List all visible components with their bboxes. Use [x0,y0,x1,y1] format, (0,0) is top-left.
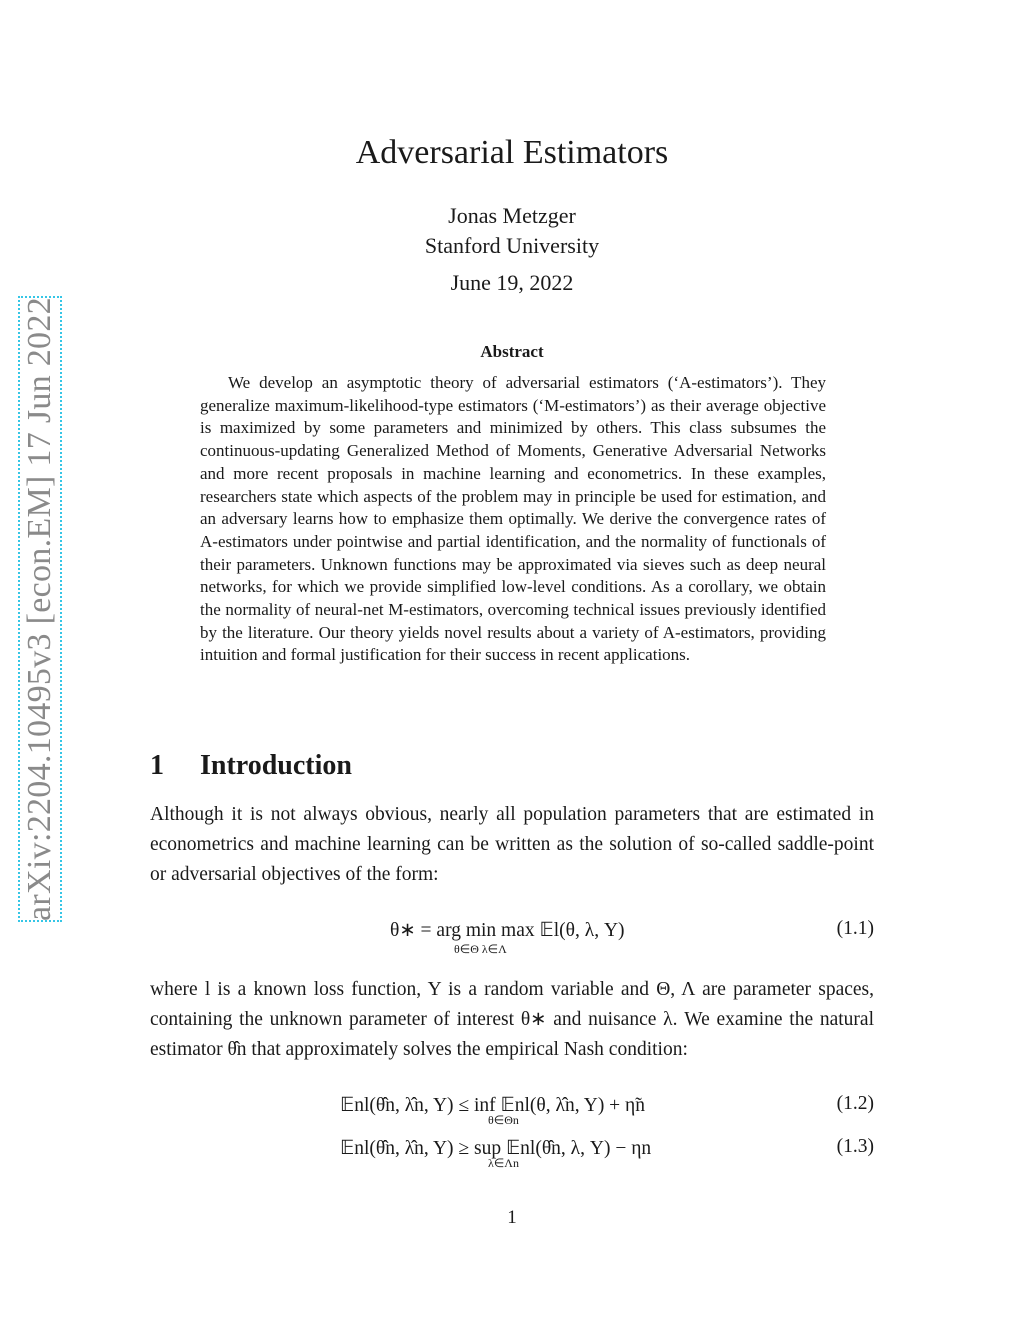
section-title: Introduction [200,750,352,781]
equation-label: (1.2) [836,1093,874,1114]
arxiv-stamp [18,296,62,922]
equation-subscript: θ∈Θn [488,1113,519,1127]
intro-paragraph-1: Although it is not always obvious, nearly all population parameters that are estimated in econometrics and machine learning can be written as the solution of so-called saddle-point or adversarial objectives of the form: [150,804,874,885]
page-number: 1 [507,1207,517,1228]
equation-1-2 [150,1093,874,1133]
equation-body: 𝔼nl(θ̂n, λ̂n, Y) ≤ inf 𝔼nl(θ, λ̂n, Y) + η̃n [340,1095,646,1116]
section-number: 1 [150,750,164,781]
paper-title: Adversarial Estimators [355,134,669,171]
abstract-heading: Abstract [480,342,544,361]
section-heading [150,750,352,782]
intro-paragraph-2: where l is a known loss function, Y is a random variable and Θ, Λ are parameter spaces, containing the unknown parameter of interest θ∗ and nuisance λ. We examine the natural estimator θ̂n that approximately solves the empirical Nash condition: [150,979,874,1060]
equation-body: θ∗ = arg min max 𝔼l(θ, λ, Y) [390,920,625,941]
author-name: Jonas Metzger [448,203,576,228]
paper-date: June 19, 2022 [450,270,574,295]
equation-label: (1.3) [836,1136,874,1157]
equation-1-1 [150,918,874,958]
author-block [0,201,1024,261]
equation-1-3 [150,1136,874,1176]
equation-subscript: λ∈Λn [488,1156,519,1170]
equation-label: (1.1) [836,918,874,939]
equation-subscript: θ∈Θ λ∈Λ [454,942,507,956]
affiliation: Stanford University [424,233,600,258]
abstract-text: We develop an asymptotic theory of adversarial estimators (‘A-estimators’). They generalize maximum-likelihood-type estimators (‘M-estimators’) as their average objective is maximized by some parameters and minimized by others. This class subsumes the continuous-updating Generalized Method of Moments, Generative Adversarial Networks and more recent proposals in machine learning and econometrics. In these examples, researchers state which aspects of the problem may in principle be used for estimation, and an adversary learns how to emphasize them optimally. We derive the convergence rates of A-estimators under pointwise and partial identification, and the normality of functionals of their parameters. Unknown functions may be approximated via sieves such as deep neural networks, for which we provide simplified low-level conditions. As a corollary, we obtain the normality of neural-net M-estimators, overcoming technical issues previously identified by the literature. Our theory yields novel results about a variety of A-estimators, providing intuition and formal justification for their success in recent applications. [200,373,826,665]
arxiv-id: arXiv:2204.10495v3 [econ.EM] 17 Jun 2022 [21,297,58,921]
equation-body: 𝔼nl(θ̂n, λ̂n, Y) ≥ sup 𝔼nl(θ̂n, λ, Y) − ηn [340,1138,652,1159]
